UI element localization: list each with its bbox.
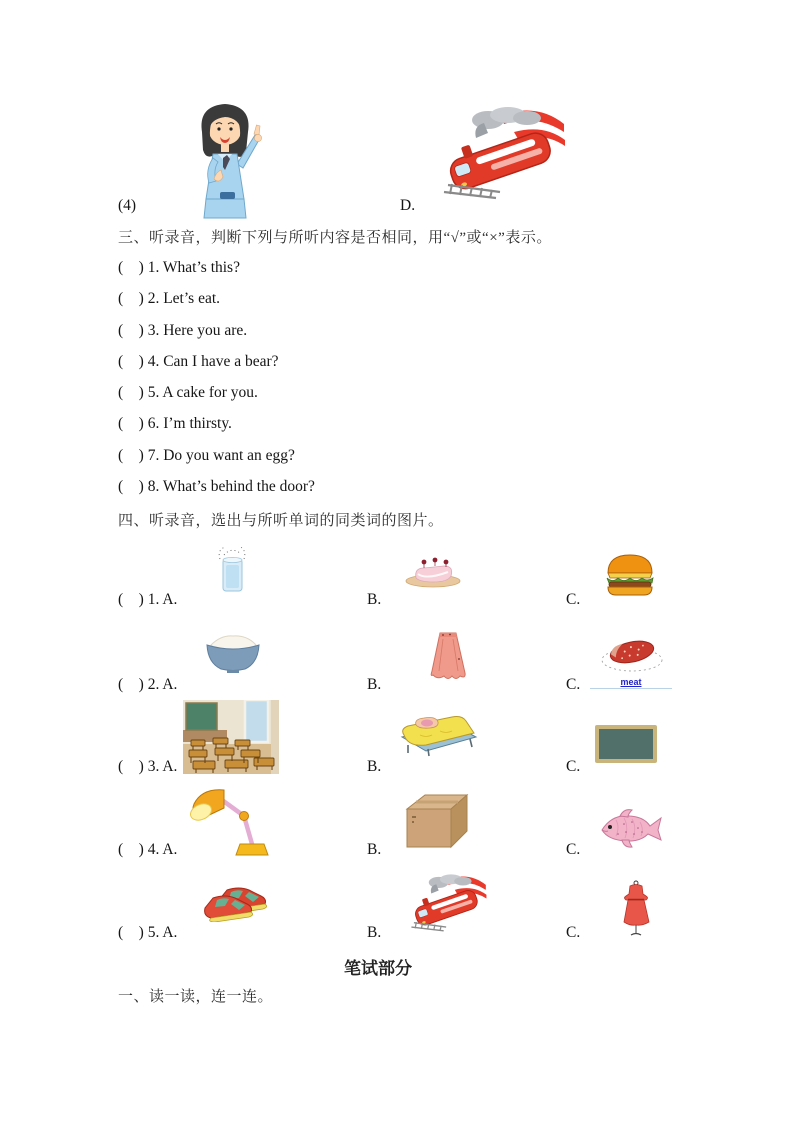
rice-bowl-image [201,631,265,673]
choice-a-label: ( ) 5. A. [118,924,178,941]
section-four-heading: 四、听录音，选出与所听单词的同类词的图片。 [118,513,444,529]
listening-item: ( ) 1. What’s this? [118,259,240,276]
meat-plate-image [599,632,665,674]
listening-item: ( ) 5. A cake for you. [118,384,258,401]
cardboard-box-image [401,791,471,851]
written-part-title: 笔试部分 [344,959,412,978]
choice-b-label: B. [367,758,382,775]
classroom-image [183,700,279,774]
section-one-heading: 一、读一读，连一连。 [118,989,274,1005]
cake-image [404,556,462,588]
option-d-label: D. [400,197,416,214]
listening-item: ( ) 7. Do you want an egg? [118,447,295,464]
choice-b-label: B. [367,591,382,608]
meat-caption-block [590,677,672,689]
girl-pointing-image [180,98,270,220]
listening-item: ( ) 6. I’m thirsty. [118,415,232,432]
red-dress-image [618,880,654,938]
choice-c-label: C. [566,924,581,941]
choice-c-label: C. [566,591,581,608]
fish-image [596,806,664,850]
meat-caption-underline [590,688,672,689]
listening-item: ( ) 4. Can I have a bear? [118,353,279,370]
choice-b-label: B. [367,676,382,693]
desk-lamp-image [186,786,278,858]
question-4-label: (4) [118,197,137,214]
choice-c-label: C. [566,841,581,858]
choice-a-label: ( ) 1. A. [118,591,178,608]
blackboard-image [595,725,657,763]
section-three-heading: 三、听录音，判断下列与所听内容是否相同，用“√”或“×”表示。 [118,230,552,246]
train-image-row5 [404,870,492,932]
hamburger-image [604,551,656,597]
listening-item: ( ) 3. Here you are. [118,322,248,339]
meat-caption: meat [620,677,642,687]
choice-c-label: C. [566,676,581,693]
train-image-top [440,100,566,200]
pink-skirt-image [425,629,471,683]
choice-c-label: C. [566,758,581,775]
choice-b-label: B. [367,924,382,941]
glass-of-water-image [214,545,250,595]
listening-item: ( ) 8. What’s behind the door? [118,478,315,495]
listening-item: ( ) 2. Let’s eat. [118,290,221,307]
sports-shoes-image [201,884,275,922]
choice-a-label: ( ) 2. A. [118,676,178,693]
choice-b-label: B. [367,841,382,858]
choice-a-label: ( ) 3. A. [118,758,178,775]
bed-image [396,715,480,760]
choice-a-label: ( ) 4. A. [118,841,178,858]
